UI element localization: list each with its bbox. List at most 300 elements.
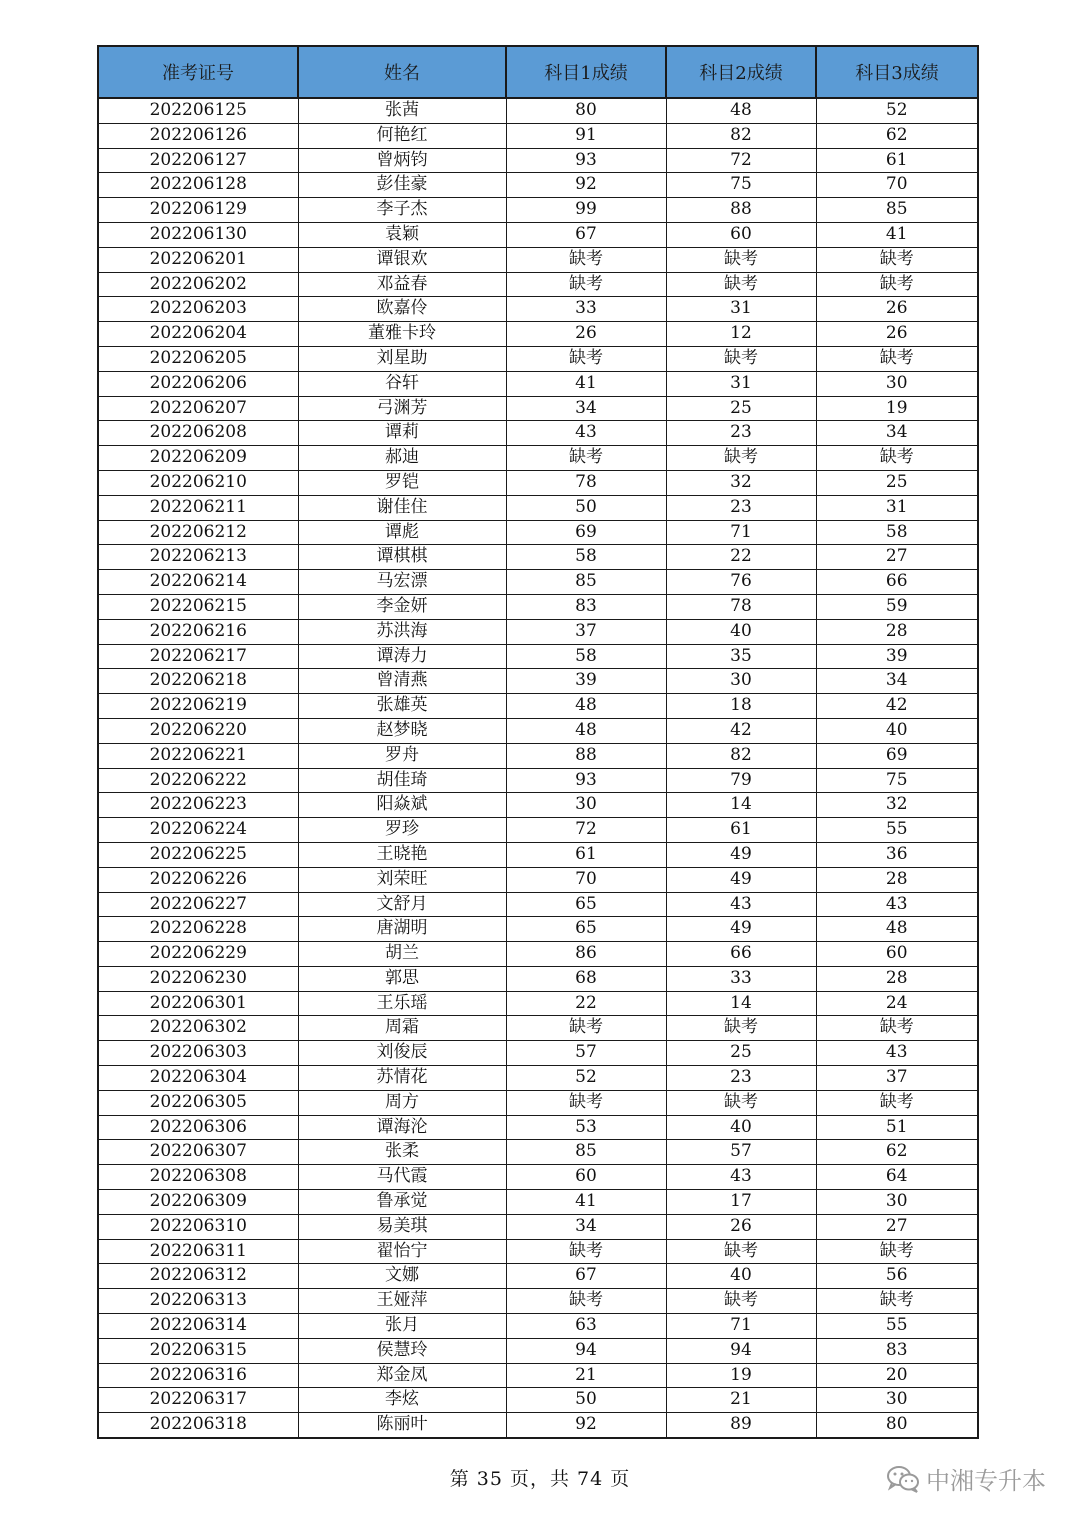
cell-subject-1: 91 <box>506 123 666 148</box>
cell-exam-id: 202206313 <box>98 1289 298 1314</box>
table-row <box>98 1363 978 1388</box>
cell-subject-2: 49 <box>666 917 816 942</box>
table-row <box>98 148 978 173</box>
cell-exam-id: 202206128 <box>98 173 298 198</box>
cell-subject-1: 53 <box>506 1115 666 1140</box>
table-row <box>98 1066 978 1091</box>
table-row <box>98 322 978 347</box>
cell-exam-id: 202206306 <box>98 1115 298 1140</box>
table-body <box>98 98 978 1438</box>
table-row <box>98 942 978 967</box>
cell-exam-id: 202206229 <box>98 942 298 967</box>
cell-exam-id: 202206210 <box>98 470 298 495</box>
cell-subject-1: 80 <box>506 98 666 123</box>
cell-subject-2: 40 <box>666 1115 816 1140</box>
cell-subject-3: 66 <box>816 570 978 595</box>
cell-subject-3: 69 <box>816 743 978 768</box>
cell-subject-2: 75 <box>666 173 816 198</box>
cell-exam-id: 202206314 <box>98 1314 298 1339</box>
cell-subject-1: 21 <box>506 1363 666 1388</box>
cell-name: 胡兰 <box>298 942 506 967</box>
cell-subject-1: 30 <box>506 793 666 818</box>
cell-subject-2: 60 <box>666 222 816 247</box>
cell-name: 苏情花 <box>298 1066 506 1091</box>
cell-subject-1: 69 <box>506 520 666 545</box>
cell-exam-id: 202206316 <box>98 1363 298 1388</box>
cell-name: 马宏漂 <box>298 570 506 595</box>
cell-subject-2: 76 <box>666 570 816 595</box>
cell-subject-3: 34 <box>816 669 978 694</box>
table-row <box>98 570 978 595</box>
cell-subject-1: 26 <box>506 322 666 347</box>
cell-subject-3: 28 <box>816 966 978 991</box>
cell-name: 张柔 <box>298 1140 506 1165</box>
cell-name: 翟怡宁 <box>298 1239 506 1264</box>
cell-subject-3: 40 <box>816 718 978 743</box>
cell-subject-3: 43 <box>816 1041 978 1066</box>
table-row <box>98 768 978 793</box>
cell-subject-2: 71 <box>666 1314 816 1339</box>
cell-exam-id: 202206221 <box>98 743 298 768</box>
cell-subject-3: 61 <box>816 148 978 173</box>
cell-exam-id: 202206130 <box>98 222 298 247</box>
cell-subject-3: 80 <box>816 1413 978 1438</box>
cell-subject-3: 39 <box>816 644 978 669</box>
cell-subject-1: 65 <box>506 892 666 917</box>
cell-exam-id: 202206202 <box>98 272 298 297</box>
cell-exam-id: 202206213 <box>98 545 298 570</box>
cell-exam-id: 202206205 <box>98 346 298 371</box>
cell-subject-3: 20 <box>816 1363 978 1388</box>
cell-subject-1: 78 <box>506 470 666 495</box>
cell-subject-2: 33 <box>666 966 816 991</box>
cell-subject-2: 43 <box>666 892 816 917</box>
table-row <box>98 917 978 942</box>
cell-exam-id: 202206220 <box>98 718 298 743</box>
table-row <box>98 98 978 123</box>
cell-name: 李炫 <box>298 1388 506 1413</box>
cell-subject-1: 48 <box>506 694 666 719</box>
table-row <box>98 1041 978 1066</box>
table-row <box>98 1016 978 1041</box>
table-row <box>98 1115 978 1140</box>
cell-exam-id: 202206209 <box>98 446 298 471</box>
cell-subject-3: 43 <box>816 892 978 917</box>
cell-subject-3: 37 <box>816 1066 978 1091</box>
cell-subject-1: 34 <box>506 1214 666 1239</box>
cell-name: 周方 <box>298 1090 506 1115</box>
cell-subject-3: 24 <box>816 991 978 1016</box>
cell-subject-1: 57 <box>506 1041 666 1066</box>
table-row <box>98 520 978 545</box>
cell-exam-id: 202206301 <box>98 991 298 1016</box>
cell-name: 张雄英 <box>298 694 506 719</box>
cell-subject-1: 48 <box>506 718 666 743</box>
table-row <box>98 1140 978 1165</box>
cell-subject-3: 缺考 <box>816 346 978 371</box>
cell-subject-1: 50 <box>506 1388 666 1413</box>
cell-subject-3: 51 <box>816 1115 978 1140</box>
cell-subject-3: 19 <box>816 396 978 421</box>
cell-exam-id: 202206315 <box>98 1338 298 1363</box>
cell-subject-1: 85 <box>506 570 666 595</box>
cell-subject-1: 68 <box>506 966 666 991</box>
cell-subject-1: 58 <box>506 644 666 669</box>
cell-subject-1: 52 <box>506 1066 666 1091</box>
cell-name: 张茜 <box>298 98 506 123</box>
cell-subject-1: 缺考 <box>506 446 666 471</box>
cell-name: 王娅萍 <box>298 1289 506 1314</box>
cell-subject-2: 14 <box>666 793 816 818</box>
table-row <box>98 371 978 396</box>
cell-name: 谢佳住 <box>298 495 506 520</box>
cell-name: 郝迪 <box>298 446 506 471</box>
cell-subject-2: 19 <box>666 1363 816 1388</box>
cell-name: 刘俊辰 <box>298 1041 506 1066</box>
cell-name: 罗珍 <box>298 818 506 843</box>
table-row <box>98 1239 978 1264</box>
cell-subject-2: 35 <box>666 644 816 669</box>
table-row <box>98 1190 978 1215</box>
cell-subject-2: 缺考 <box>666 247 816 272</box>
cell-subject-3: 缺考 <box>816 247 978 272</box>
cell-subject-3: 75 <box>816 768 978 793</box>
table-row <box>98 718 978 743</box>
cell-subject-1: 65 <box>506 917 666 942</box>
cell-exam-id: 202206206 <box>98 371 298 396</box>
cell-exam-id: 202206217 <box>98 644 298 669</box>
cell-name: 谭莉 <box>298 421 506 446</box>
cell-subject-1: 41 <box>506 371 666 396</box>
table-row <box>98 892 978 917</box>
cell-name: 胡佳琦 <box>298 768 506 793</box>
cell-subject-3: 85 <box>816 198 978 223</box>
cell-subject-1: 37 <box>506 619 666 644</box>
cell-name: 弓渊芳 <box>298 396 506 421</box>
cell-exam-id: 202206127 <box>98 148 298 173</box>
cell-exam-id: 202206317 <box>98 1388 298 1413</box>
cell-subject-3: 28 <box>816 867 978 892</box>
cell-subject-1: 39 <box>506 669 666 694</box>
header-name: 姓名 <box>298 46 506 98</box>
cell-subject-2: 57 <box>666 1140 816 1165</box>
cell-exam-id: 202206201 <box>98 247 298 272</box>
score-table <box>97 45 979 1439</box>
cell-name: 谭银欢 <box>298 247 506 272</box>
cell-name: 李子杰 <box>298 198 506 223</box>
table-row <box>98 495 978 520</box>
cell-subject-1: 99 <box>506 198 666 223</box>
cell-exam-id: 202206126 <box>98 123 298 148</box>
cell-exam-id: 202206304 <box>98 1066 298 1091</box>
header-subject-3: 科目3成绩 <box>816 46 978 98</box>
cell-subject-2: 缺考 <box>666 1016 816 1041</box>
cell-exam-id: 202206307 <box>98 1140 298 1165</box>
cell-subject-1: 22 <box>506 991 666 1016</box>
cell-name: 谭棋棋 <box>298 545 506 570</box>
cell-exam-id: 202206223 <box>98 793 298 818</box>
cell-name: 欧嘉伶 <box>298 297 506 322</box>
table-row <box>98 867 978 892</box>
cell-exam-id: 202206125 <box>98 98 298 123</box>
table-row <box>98 818 978 843</box>
cell-exam-id: 202206311 <box>98 1239 298 1264</box>
cell-name: 曾炳钧 <box>298 148 506 173</box>
cell-subject-2: 89 <box>666 1413 816 1438</box>
table-row <box>98 396 978 421</box>
cell-name: 何艳红 <box>298 123 506 148</box>
cell-subject-2: 72 <box>666 148 816 173</box>
cell-exam-id: 202206302 <box>98 1016 298 1041</box>
cell-name: 唐湖明 <box>298 917 506 942</box>
table-row <box>98 966 978 991</box>
cell-subject-2: 缺考 <box>666 446 816 471</box>
cell-subject-2: 14 <box>666 991 816 1016</box>
cell-exam-id: 202206303 <box>98 1041 298 1066</box>
cell-subject-2: 78 <box>666 594 816 619</box>
cell-subject-2: 71 <box>666 520 816 545</box>
cell-subject-2: 30 <box>666 669 816 694</box>
cell-name: 王乐瑶 <box>298 991 506 1016</box>
watermark-text: 中湘专升本 <box>926 1467 1046 1495</box>
cell-subject-2: 18 <box>666 694 816 719</box>
cell-subject-1: 94 <box>506 1338 666 1363</box>
cell-subject-2: 缺考 <box>666 1090 816 1115</box>
table-row <box>98 594 978 619</box>
cell-exam-id: 202206227 <box>98 892 298 917</box>
cell-subject-2: 49 <box>666 842 816 867</box>
table-row <box>98 247 978 272</box>
cell-subject-1: 85 <box>506 1140 666 1165</box>
cell-exam-id: 202206226 <box>98 867 298 892</box>
table-row <box>98 173 978 198</box>
cell-subject-2: 缺考 <box>666 272 816 297</box>
cell-subject-2: 79 <box>666 768 816 793</box>
cell-name: 周霜 <box>298 1016 506 1041</box>
cell-name: 谭彪 <box>298 520 506 545</box>
cell-subject-1: 缺考 <box>506 1289 666 1314</box>
cell-subject-3: 27 <box>816 545 978 570</box>
cell-name: 侯慧玲 <box>298 1338 506 1363</box>
table-row <box>98 198 978 223</box>
watermark <box>886 1461 1046 1496</box>
cell-subject-2: 缺考 <box>666 1289 816 1314</box>
cell-name: 马代霞 <box>298 1165 506 1190</box>
cell-subject-3: 缺考 <box>816 1239 978 1264</box>
cell-subject-3: 缺考 <box>816 1016 978 1041</box>
cell-subject-1: 34 <box>506 396 666 421</box>
table-row <box>98 793 978 818</box>
cell-subject-3: 41 <box>816 222 978 247</box>
header-exam-id: 准考证号 <box>98 46 298 98</box>
cell-name: 张月 <box>298 1314 506 1339</box>
cell-subject-3: 59 <box>816 594 978 619</box>
cell-subject-1: 50 <box>506 495 666 520</box>
cell-subject-1: 67 <box>506 222 666 247</box>
cell-subject-1: 93 <box>506 768 666 793</box>
cell-subject-2: 25 <box>666 396 816 421</box>
cell-subject-1: 缺考 <box>506 247 666 272</box>
cell-subject-3: 36 <box>816 842 978 867</box>
table-row <box>98 743 978 768</box>
table-row <box>98 470 978 495</box>
cell-name: 谭海沦 <box>298 1115 506 1140</box>
cell-subject-2: 40 <box>666 619 816 644</box>
table-row <box>98 1388 978 1413</box>
cell-subject-1: 70 <box>506 867 666 892</box>
table-row <box>98 222 978 247</box>
cell-subject-3: 32 <box>816 793 978 818</box>
cell-exam-id: 202206312 <box>98 1264 298 1289</box>
cell-subject-1: 缺考 <box>506 272 666 297</box>
cell-exam-id: 202206211 <box>98 495 298 520</box>
page-number: 第 35 页，共 74 页 <box>449 1468 631 1490</box>
cell-subject-2: 42 <box>666 718 816 743</box>
table-row <box>98 1413 978 1438</box>
cell-name: 袁颖 <box>298 222 506 247</box>
table-row <box>98 1289 978 1314</box>
cell-name: 谭涛力 <box>298 644 506 669</box>
cell-subject-1: 86 <box>506 942 666 967</box>
cell-exam-id: 202206218 <box>98 669 298 694</box>
cell-subject-2: 23 <box>666 495 816 520</box>
table-row <box>98 694 978 719</box>
cell-subject-3: 26 <box>816 297 978 322</box>
cell-subject-3: 缺考 <box>816 446 978 471</box>
cell-subject-2: 61 <box>666 818 816 843</box>
cell-subject-2: 94 <box>666 1338 816 1363</box>
cell-subject-2: 88 <box>666 198 816 223</box>
cell-subject-3: 83 <box>816 1338 978 1363</box>
cell-subject-3: 缺考 <box>816 1289 978 1314</box>
cell-subject-3: 64 <box>816 1165 978 1190</box>
cell-name: 王晓艳 <box>298 842 506 867</box>
cell-name: 董雅卡玲 <box>298 322 506 347</box>
cell-name: 曾清燕 <box>298 669 506 694</box>
header-subject-1: 科目1成绩 <box>506 46 666 98</box>
cell-subject-1: 92 <box>506 1413 666 1438</box>
table-row <box>98 346 978 371</box>
cell-subject-1: 缺考 <box>506 1239 666 1264</box>
cell-name: 邓益春 <box>298 272 506 297</box>
cell-subject-2: 缺考 <box>666 346 816 371</box>
table-row <box>98 446 978 471</box>
cell-subject-3: 52 <box>816 98 978 123</box>
cell-exam-id: 202206228 <box>98 917 298 942</box>
cell-subject-3: 60 <box>816 942 978 967</box>
cell-subject-3: 55 <box>816 1314 978 1339</box>
cell-exam-id: 202206219 <box>98 694 298 719</box>
cell-exam-id: 202206309 <box>98 1190 298 1215</box>
cell-exam-id: 202206230 <box>98 966 298 991</box>
cell-subject-3: 34 <box>816 421 978 446</box>
cell-subject-1: 缺考 <box>506 346 666 371</box>
cell-exam-id: 202206214 <box>98 570 298 595</box>
cell-subject-1: 60 <box>506 1165 666 1190</box>
cell-name: 文舒月 <box>298 892 506 917</box>
cell-subject-3: 27 <box>816 1214 978 1239</box>
cell-exam-id: 202206216 <box>98 619 298 644</box>
cell-name: 刘星助 <box>298 346 506 371</box>
cell-subject-3: 26 <box>816 322 978 347</box>
table-row <box>98 619 978 644</box>
cell-subject-1: 缺考 <box>506 1090 666 1115</box>
cell-subject-2: 23 <box>666 421 816 446</box>
cell-subject-3: 28 <box>816 619 978 644</box>
table-row <box>98 669 978 694</box>
cell-subject-3: 56 <box>816 1264 978 1289</box>
cell-subject-2: 21 <box>666 1388 816 1413</box>
cell-exam-id: 202206215 <box>98 594 298 619</box>
table-row <box>98 1214 978 1239</box>
table-row <box>98 1165 978 1190</box>
cell-exam-id: 202206203 <box>98 297 298 322</box>
cell-subject-1: 93 <box>506 148 666 173</box>
cell-subject-3: 62 <box>816 1140 978 1165</box>
cell-subject-2: 40 <box>666 1264 816 1289</box>
cell-subject-2: 31 <box>666 371 816 396</box>
cell-name: 陈丽叶 <box>298 1413 506 1438</box>
cell-exam-id: 202206207 <box>98 396 298 421</box>
cell-name: 郑金凤 <box>298 1363 506 1388</box>
cell-subject-2: 25 <box>666 1041 816 1066</box>
cell-name: 阳焱斌 <box>298 793 506 818</box>
header-subject-2: 科目2成绩 <box>666 46 816 98</box>
cell-name: 罗舟 <box>298 743 506 768</box>
table-header <box>98 46 978 98</box>
cell-subject-2: 26 <box>666 1214 816 1239</box>
cell-subject-3: 55 <box>816 818 978 843</box>
cell-subject-3: 62 <box>816 123 978 148</box>
cell-subject-1: 缺考 <box>506 1016 666 1041</box>
table-row <box>98 644 978 669</box>
cell-subject-3: 48 <box>816 917 978 942</box>
cell-subject-1: 92 <box>506 173 666 198</box>
table-row <box>98 842 978 867</box>
cell-name: 鲁承觉 <box>298 1190 506 1215</box>
cell-exam-id: 202206204 <box>98 322 298 347</box>
cell-subject-2: 48 <box>666 98 816 123</box>
cell-subject-2: 32 <box>666 470 816 495</box>
cell-subject-3: 42 <box>816 694 978 719</box>
cell-name: 郭思 <box>298 966 506 991</box>
cell-subject-2: 12 <box>666 322 816 347</box>
cell-subject-2: 23 <box>666 1066 816 1091</box>
cell-exam-id: 202206225 <box>98 842 298 867</box>
cell-name: 文娜 <box>298 1264 506 1289</box>
cell-subject-1: 43 <box>506 421 666 446</box>
table-row <box>98 545 978 570</box>
cell-subject-2: 31 <box>666 297 816 322</box>
cell-subject-1: 63 <box>506 1314 666 1339</box>
cell-exam-id: 202206212 <box>98 520 298 545</box>
wechat-icon <box>886 1465 920 1493</box>
cell-exam-id: 202206208 <box>98 421 298 446</box>
header-row <box>98 46 978 98</box>
cell-name: 谷轩 <box>298 371 506 396</box>
cell-subject-2: 缺考 <box>666 1239 816 1264</box>
cell-name: 赵梦晓 <box>298 718 506 743</box>
cell-subject-1: 72 <box>506 818 666 843</box>
table-row <box>98 123 978 148</box>
cell-exam-id: 202206318 <box>98 1413 298 1438</box>
table-row <box>98 421 978 446</box>
table-row <box>98 1338 978 1363</box>
table-row <box>98 1314 978 1339</box>
cell-subject-3: 70 <box>816 173 978 198</box>
cell-subject-1: 61 <box>506 842 666 867</box>
cell-name: 苏洪海 <box>298 619 506 644</box>
